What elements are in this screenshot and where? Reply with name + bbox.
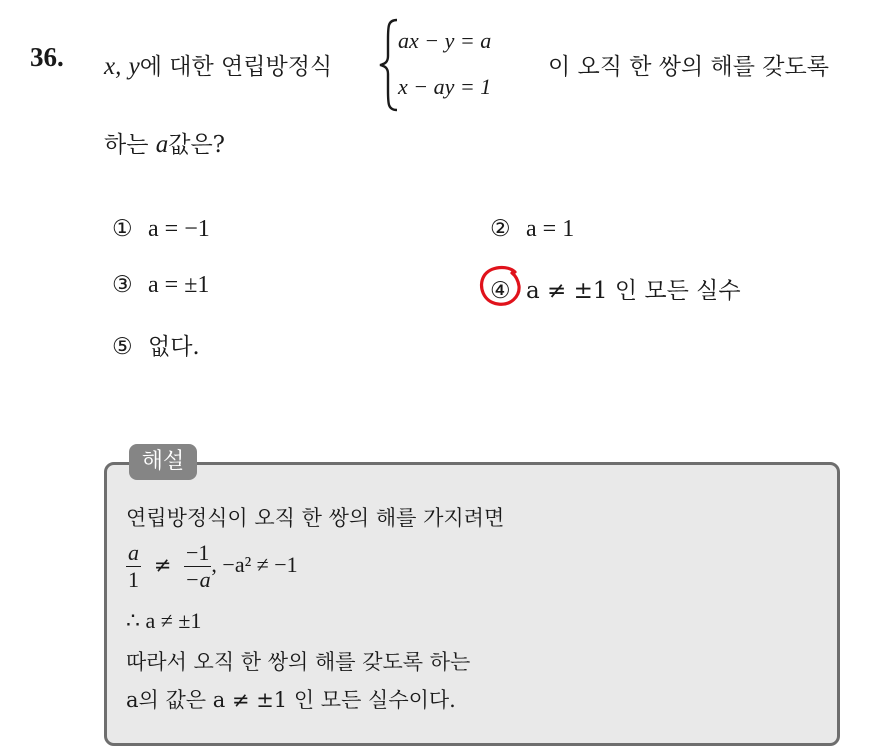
option-3-text: a = ±1 xyxy=(148,272,210,298)
solution-line-4: 따라서 오직 한 쌍의 해를 갖도록 하는 xyxy=(126,650,471,674)
line2-suffix: 값은? xyxy=(168,132,226,158)
answer-circle-icon xyxy=(478,264,524,308)
solution-neq: ≠ xyxy=(153,553,172,577)
system-brace-icon xyxy=(378,18,400,112)
option-1[interactable] xyxy=(112,216,210,243)
option-1-text: a = −1 xyxy=(148,216,210,242)
option-2[interactable] xyxy=(490,216,574,243)
option-5-text: 없다. xyxy=(148,334,200,360)
solution-line-3: ∴ a ≠ ±1 xyxy=(126,608,202,633)
option-4[interactable] xyxy=(490,272,741,305)
option-2-text: a = 1 xyxy=(526,216,575,242)
solution-fraction-1: $\frac{a}{1}$ xyxy=(128,540,139,592)
solution-line-1: 연립방정식이 오직 한 쌍의 해를 가지려면 xyxy=(126,506,505,530)
option-4-text: a ≠ ±1 인 모든 실수 xyxy=(526,278,741,304)
line2-variable: a xyxy=(155,131,169,158)
solution-fraction-2: $\frac{-1}{-a}$ xyxy=(184,540,211,592)
option-3-mark: ③ xyxy=(112,272,133,298)
solution-line-5: a의 값은 a ≠ ±1 인 모든 실수이다. xyxy=(126,688,456,712)
solution-line-2-rest: , −a² ≠ −1 xyxy=(211,552,298,577)
option-5[interactable] xyxy=(112,328,200,361)
equation-1: ax − y = a xyxy=(398,28,492,53)
question-text-part1 xyxy=(104,48,332,81)
solution-line-2 xyxy=(126,540,298,593)
question-text-line2 xyxy=(104,126,225,159)
question-text-intro: 에 대한 연립방정식 xyxy=(139,54,333,80)
option-4-mark: ④ xyxy=(490,278,511,304)
question-number: 36. xyxy=(30,42,64,72)
option-3[interactable] xyxy=(112,272,209,299)
variable-y: y xyxy=(128,53,140,80)
question-text-part2: 이 오직 한 쌍의 해를 갖도록 xyxy=(548,54,829,80)
option-2-mark: ② xyxy=(490,216,511,242)
option-5-mark: ⑤ xyxy=(112,334,133,360)
variable-x: x, xyxy=(104,53,122,80)
equation-2: x − ay = 1 xyxy=(398,74,492,99)
option-1-mark: ① xyxy=(112,216,133,242)
line2-prefix: 하는 xyxy=(104,132,149,158)
solution-tag: 해설 xyxy=(129,444,197,480)
